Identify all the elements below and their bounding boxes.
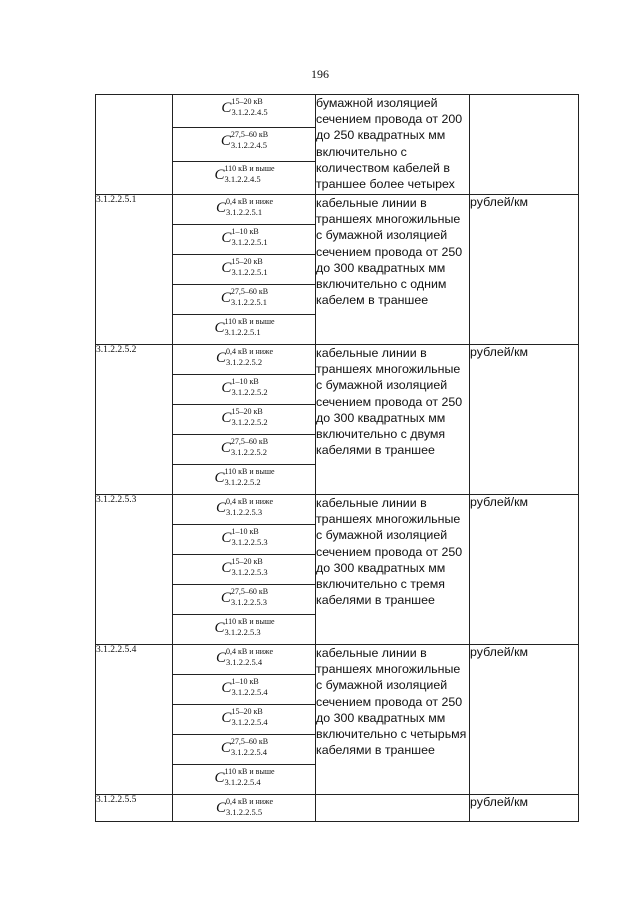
symbol-index: 3.1.2.2.5.1 <box>231 236 268 247</box>
symbol-voltage: 15–20 кВ <box>231 406 263 416</box>
row-code: 3.1.2.2.5.5 <box>96 794 173 821</box>
table-row <box>96 344 579 494</box>
cost-symbol <box>173 735 315 765</box>
symbol-voltage: 15–20 кВ <box>231 556 263 566</box>
symbol-base: C <box>214 619 225 636</box>
symbol-voltage: 1–10 кВ <box>231 226 259 236</box>
row-unit: рублей/км <box>470 794 579 821</box>
row-description: кабельные линии в траншеях многожильные с бумажной изоляцией сечением провода от 250 до 300 квадратных мм включительно с одним кабелем в траншее <box>316 194 470 344</box>
symbol-voltage: 0,4 кВ и ниже <box>225 346 274 356</box>
cost-symbol <box>173 645 315 675</box>
row-description: кабельные линии в траншеях многожильные с бумажной изоляцией сечением провода от 250 до 300 квадратных мм включительно с четырьмя кабелями в траншее <box>316 644 470 794</box>
symbol-base: C <box>215 499 226 516</box>
symbol-index: 3.1.2.2.5.2 <box>225 356 263 367</box>
cost-symbol <box>173 465 315 494</box>
table-row <box>96 95 579 195</box>
cost-symbol <box>173 705 315 735</box>
symbol-index: 3.1.2.2.5.5 <box>225 806 263 817</box>
cost-symbol <box>173 675 315 705</box>
table-row <box>96 644 579 794</box>
symbol-voltage: 0,4 кВ и ниже <box>225 496 274 506</box>
row-code: 3.1.2.2.5.4 <box>96 644 173 794</box>
cost-symbol <box>173 495 315 525</box>
table-row <box>96 494 579 644</box>
symbol-voltage: 0,4 кВ и ниже <box>225 796 274 806</box>
symbol-base: C <box>221 379 232 396</box>
symbol-base: C <box>221 529 232 546</box>
symbol-voltage: 110 кВ и выше <box>224 766 275 776</box>
cost-symbol <box>173 375 315 405</box>
table-row <box>96 194 579 344</box>
cost-symbol <box>173 315 315 344</box>
symbol-base: C <box>220 589 231 606</box>
symbol-voltage: 27,5–60 кВ <box>230 286 269 296</box>
row-code <box>96 95 173 195</box>
symbol-base: C <box>220 739 231 756</box>
symbol-voltage: 27,5–60 кВ <box>230 586 269 596</box>
row-description: кабельные линии в траншеях многожильные с бумажной изоляцией сечением провода от 250 до 300 квадратных мм включительно с двумя кабелями в траншее <box>316 344 470 494</box>
cost-symbol <box>173 585 315 615</box>
symbol-index: 3.1.2.2.5.3 <box>230 596 268 607</box>
cost-symbol <box>173 95 315 128</box>
cost-symbol <box>173 225 315 255</box>
cost-symbol <box>173 128 315 161</box>
symbol-base: C <box>221 100 232 116</box>
symbol-index: 3.1.2.2.5.4 <box>231 716 268 727</box>
row-code: 3.1.2.2.5.1 <box>96 194 173 344</box>
symbol-cell <box>173 644 316 794</box>
cost-symbol <box>173 255 315 285</box>
symbol-voltage: 1–10 кВ <box>231 526 259 536</box>
symbol-index: 3.1.2.2.5.3 <box>231 536 268 547</box>
row-unit: рублей/км <box>470 644 579 794</box>
symbol-base: C <box>214 469 225 486</box>
symbol-index: 3.1.2.2.5.2 <box>224 476 261 487</box>
symbol-voltage: 110 кВ и выше <box>224 163 275 173</box>
symbol-index: 3.1.2.2.5.2 <box>230 446 268 457</box>
symbol-voltage: 1–10 кВ <box>231 376 259 386</box>
symbol-voltage: 27,5–60 кВ <box>230 736 269 746</box>
symbol-index: 3.1.2.2.5.3 <box>224 626 261 637</box>
row-unit: рублей/км <box>470 494 579 644</box>
symbol-index: 3.1.2.2.4.5 <box>224 173 261 184</box>
symbol-voltage: 15–20 кВ <box>231 706 263 716</box>
symbol-base: C <box>215 199 226 216</box>
symbol-cell <box>173 95 316 195</box>
tariff-table <box>95 94 579 822</box>
symbol-base: C <box>221 259 232 276</box>
symbol-cell <box>173 494 316 644</box>
row-code: 3.1.2.2.5.2 <box>96 344 173 494</box>
row-unit: рублей/км <box>470 344 579 494</box>
symbol-base: C <box>215 349 226 366</box>
cost-symbol <box>173 765 315 794</box>
symbol-base: C <box>220 439 231 456</box>
symbol-voltage: 1–10 кВ <box>231 676 259 686</box>
symbol-index: 3.1.2.2.5.3 <box>231 566 268 577</box>
row-unit: рублей/км <box>470 194 579 344</box>
symbol-index: 3.1.2.2.5.1 <box>224 326 261 337</box>
symbol-base: C <box>221 679 232 696</box>
row-description: бумажной изоляцией сечением провода от 200 до 250 квадратных мм включительно с количеством кабелей в траншее более четырех <box>316 95 470 195</box>
cost-symbol <box>173 435 315 465</box>
symbol-base: C <box>215 649 226 666</box>
symbol-base: C <box>214 319 225 336</box>
cost-symbol <box>173 162 315 194</box>
symbol-cell <box>173 794 316 821</box>
symbol-base: C <box>221 229 232 246</box>
table-body <box>96 95 579 822</box>
symbol-base: C <box>220 289 231 306</box>
cost-symbol <box>173 285 315 315</box>
symbol-voltage: 15–20 кВ <box>231 256 263 266</box>
symbol-base: C <box>221 409 232 426</box>
row-description: кабельные линии в траншеях многожильные с бумажной изоляцией сечением провода от 250 до 300 квадратных мм включительно с тремя кабелями в траншее <box>316 494 470 644</box>
symbol-index: 3.1.2.2.4.5 <box>231 107 268 117</box>
symbol-cell <box>173 194 316 344</box>
symbol-base: C <box>215 799 226 816</box>
symbol-base: C <box>214 166 225 183</box>
symbol-base: C <box>220 133 231 150</box>
symbol-voltage: 0,4 кВ и ниже <box>225 646 274 656</box>
symbol-voltage: 110 кВ и выше <box>224 616 275 626</box>
cost-symbol <box>173 615 315 644</box>
table-row <box>96 794 579 821</box>
symbol-cell <box>173 344 316 494</box>
symbol-index: 3.1.2.2.5.4 <box>231 686 268 697</box>
symbol-index: 3.1.2.2.5.1 <box>230 296 268 307</box>
symbol-index: 3.1.2.2.5.2 <box>231 416 268 427</box>
symbol-base: C <box>221 709 232 726</box>
symbol-voltage: 110 кВ и выше <box>224 466 275 476</box>
symbol-voltage: 110 кВ и выше <box>224 316 275 326</box>
row-description <box>316 794 470 821</box>
symbol-base: C <box>214 769 225 786</box>
symbol-base: C <box>221 559 232 576</box>
cost-symbol <box>173 345 315 375</box>
symbol-voltage: 15–20 кВ <box>231 97 263 106</box>
symbol-index: 3.1.2.2.5.4 <box>224 776 261 787</box>
symbol-voltage: 27,5–60 кВ <box>230 130 269 140</box>
cost-symbol <box>173 195 315 225</box>
symbol-index: 3.1.2.2.5.2 <box>231 386 268 397</box>
symbol-index: 3.1.2.2.4.5 <box>230 140 268 151</box>
symbol-voltage: 27,5–60 кВ <box>230 436 269 446</box>
symbol-index: 3.1.2.2.5.4 <box>225 656 263 667</box>
symbol-voltage: 0,4 кВ и ниже <box>225 196 274 206</box>
row-unit <box>470 95 579 195</box>
symbol-index: 3.1.2.2.5.1 <box>231 266 268 277</box>
cost-symbol <box>173 525 315 555</box>
cost-symbol <box>173 405 315 435</box>
row-code: 3.1.2.2.5.3 <box>96 494 173 644</box>
page-number: 196 <box>311 67 329 81</box>
symbol-index: 3.1.2.2.5.3 <box>225 506 263 517</box>
symbol-index: 3.1.2.2.5.1 <box>225 206 263 217</box>
cost-symbol <box>173 795 315 821</box>
cost-symbol <box>173 555 315 585</box>
symbol-index: 3.1.2.2.5.4 <box>230 746 268 757</box>
